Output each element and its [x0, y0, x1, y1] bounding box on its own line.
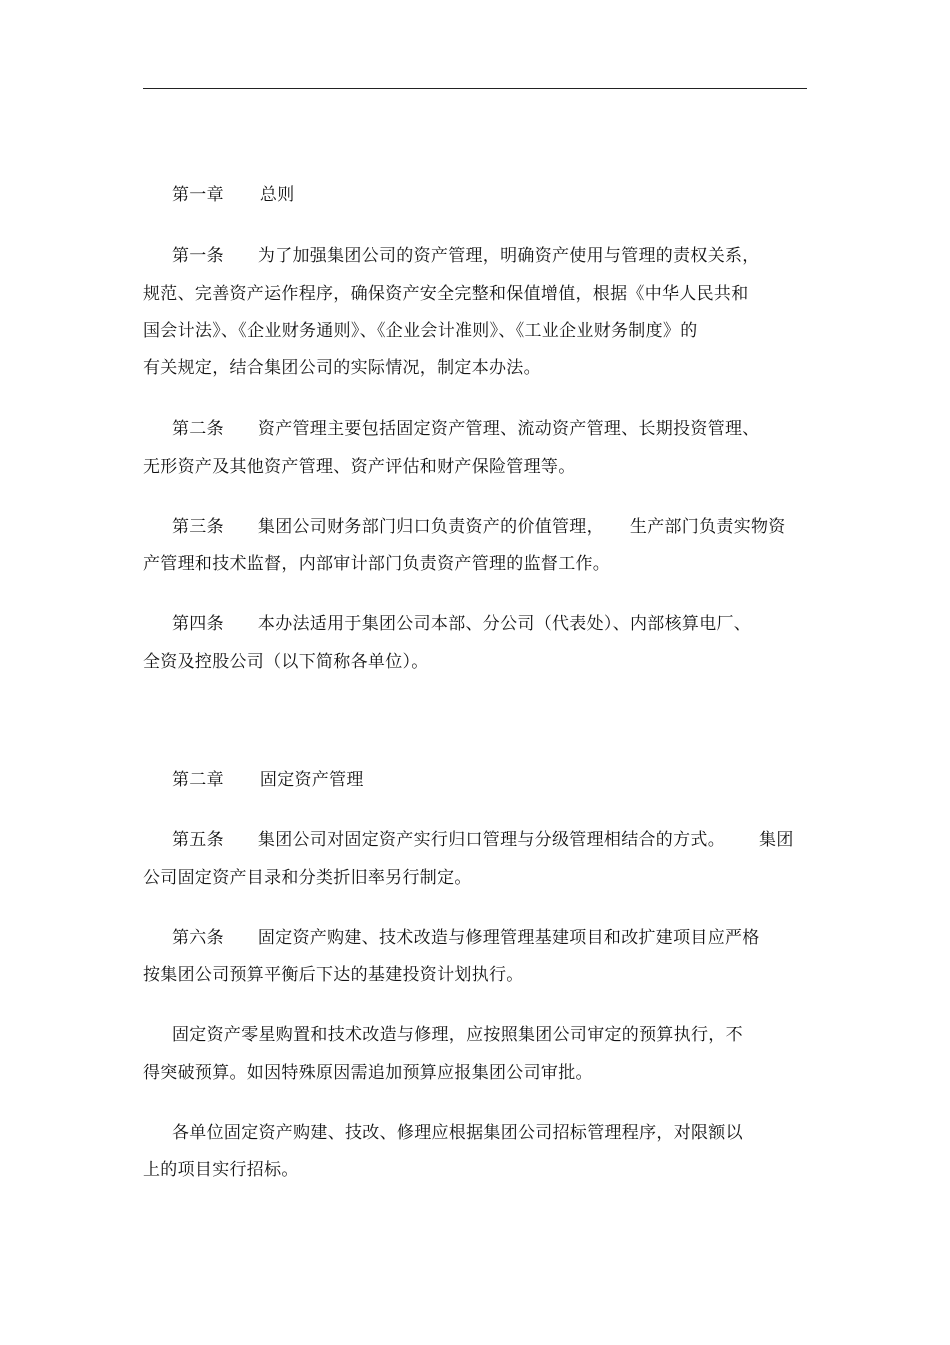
article-label: 第一条	[172, 246, 224, 266]
header-rule	[143, 88, 807, 89]
article-label: 第五条	[172, 830, 224, 850]
chapter-title: 总则	[259, 185, 295, 205]
paragraph-2-line-1: 各单位固定资产购建、技改、修理应根据集团公司招标管理程序，对限额以	[172, 1123, 743, 1143]
article-label: 第三条	[172, 517, 224, 537]
article-text: 生产部门负责实物资	[629, 517, 786, 537]
article-4-line-2: 全资及控股公司（以下简称各单位）。	[143, 652, 429, 672]
paragraph-2-line-2: 上的项目实行招标。	[143, 1160, 299, 1180]
article-5-line-1	[172, 829, 794, 851]
article-1-line-2: 规范、完善资产运作程序，确保资产安全完整和保值增值，根据《中华人民共和	[143, 284, 749, 304]
article-label: 第六条	[172, 928, 224, 948]
article-3-line-2: 产管理和技术监督，内部审计部门负责资产管理的监督工作。	[143, 554, 611, 574]
paragraph-1-line-1: 固定资产零星购置和技术改造与修理，应按照集团公司审定的预算执行，不	[172, 1025, 743, 1045]
article-6-line-2: 按集团公司预算平衡后下达的基建投资计划执行。	[143, 965, 524, 985]
article-text: 集团公司财务部门归口负责资产的价值管理，	[257, 517, 604, 537]
article-2-line-1	[172, 418, 760, 440]
article-4-line-1	[172, 613, 751, 635]
article-text: 集团	[759, 830, 794, 850]
article-text: 资产管理主要包括固定资产管理、流动资产管理、长期投资管理、	[257, 419, 760, 439]
chapter-2-heading	[172, 769, 364, 791]
article-3-line-1	[172, 516, 786, 538]
article-label: 第二条	[172, 419, 224, 439]
paragraph-1-line-2: 得突破预算。如因特殊原因需追加预算应报集团公司审批。	[143, 1063, 593, 1083]
article-1-line-4: 有关规定，结合集团公司的实际情况，制定本办法。	[143, 358, 541, 378]
article-1-line-1	[172, 245, 760, 267]
article-text: 本办法适用于集团公司本部、分公司（代表处）、内部核算电厂、	[257, 614, 752, 634]
article-text: 集团公司对固定资产实行归口管理与分级管理相结合的方式。	[257, 830, 726, 850]
chapter-label: 第二章	[172, 770, 224, 790]
chapter-1-heading	[172, 184, 295, 206]
article-text: 固定资产购建、技术改造与修理管理基建项目和改扩建项目应严格	[257, 928, 760, 948]
article-label: 第四条	[172, 614, 224, 634]
article-text: 为了加强集团公司的资产管理，明确资产使用与管理的责权关系，	[257, 246, 760, 266]
article-2-line-2: 无形资产及其他资产管理、资产评估和财产保险管理等。	[143, 457, 576, 477]
chapter-title: 固定资产管理	[259, 770, 364, 790]
article-5-line-2: 公司固定资产目录和分类折旧率另行制定。	[143, 868, 472, 888]
article-6-line-1	[172, 927, 760, 949]
article-1-line-3: 国会计法》、《企业财务通则》、《企业会计准则》、《工业企业财务制度》的	[143, 321, 698, 341]
chapter-label: 第一章	[172, 185, 224, 205]
